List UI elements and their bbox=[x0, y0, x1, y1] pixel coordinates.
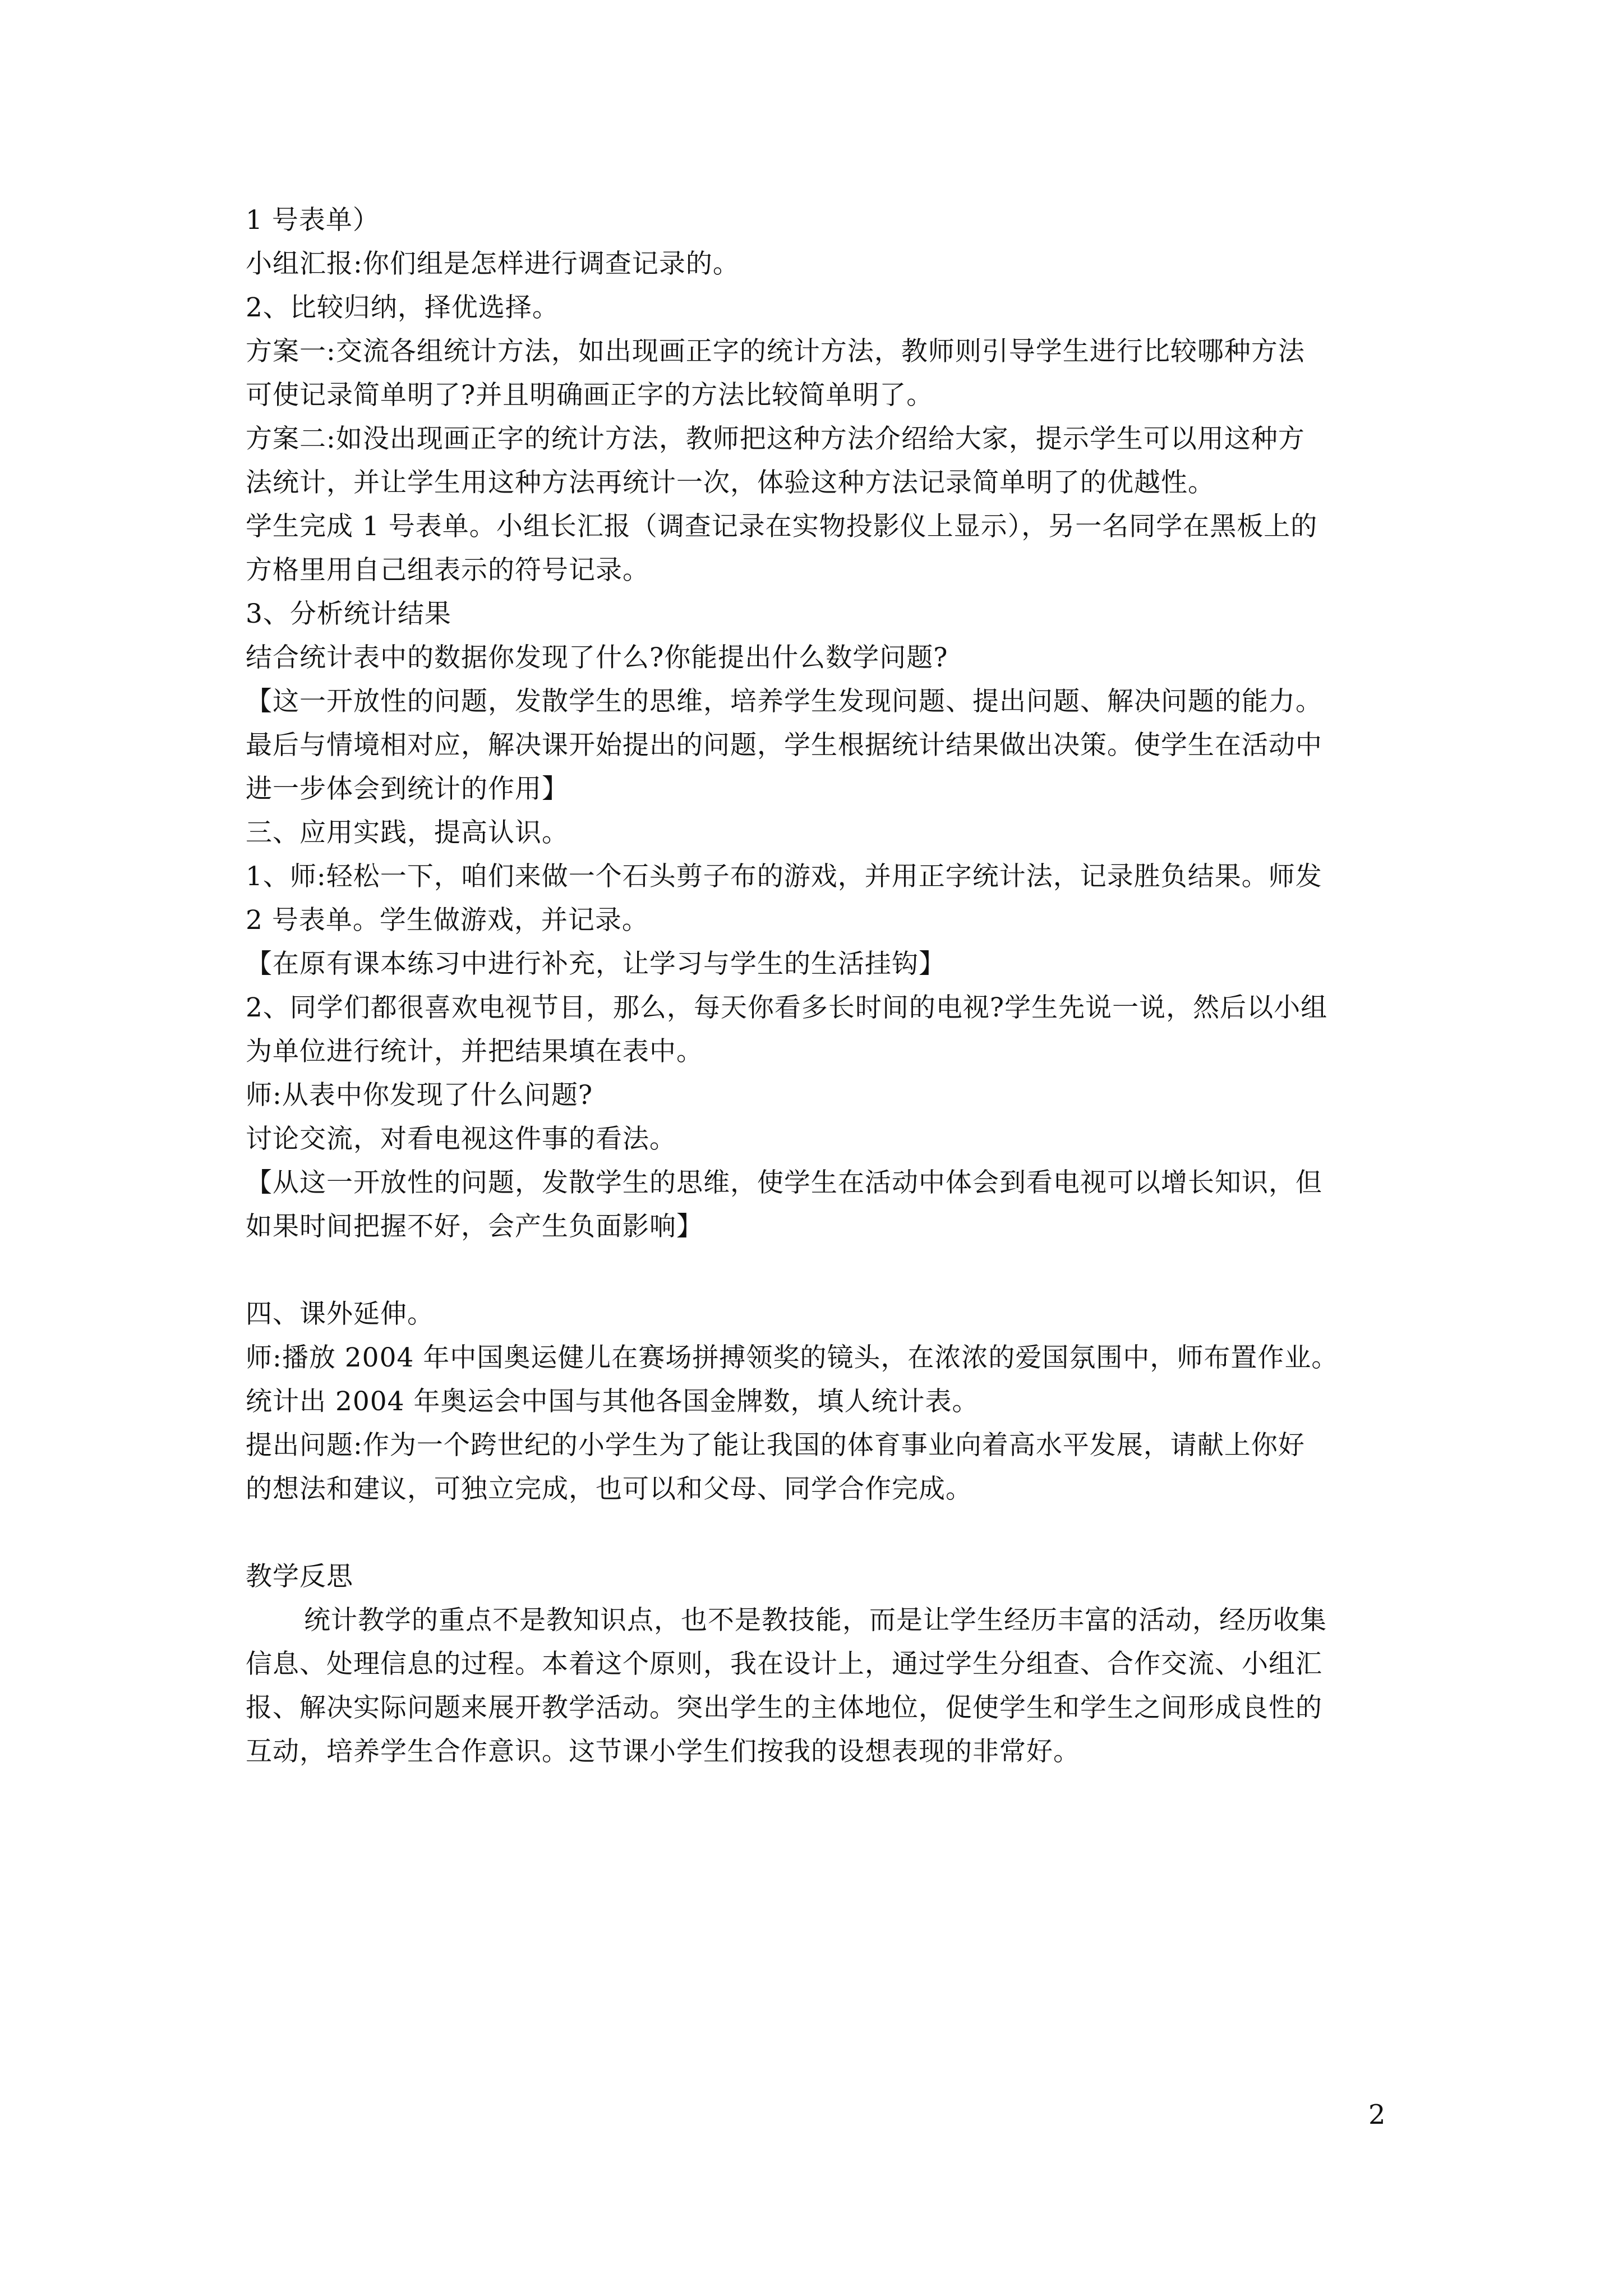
reflection-line: 信息、处理信息的过程。本着这个原则，我在设计上，通过学生分组查、合作交流、小组汇 bbox=[246, 1649, 1322, 1680]
section-heading: 3、分析统计结果 bbox=[246, 599, 451, 629]
text-line: 法统计，并让学生用这种方法再统计一次，体验这种方法记录简单明了的优越性。 bbox=[246, 467, 1215, 498]
text-line: 方案二:如没出现画正字的统计方法，教师把这种方法介绍给大家，提示学生可以用这种方 bbox=[246, 424, 1305, 454]
text-line: 提出问题:作为一个跨世纪的小学生为了能让我国的体育事业向着高水平发展，请献上你好 bbox=[246, 1430, 1305, 1461]
text-line: 小组汇报:你们组是怎样进行调查记录的。 bbox=[246, 249, 740, 279]
text-line: 方案一:交流各组统计方法，如出现画正字的统计方法，教师则引导学生进行比较哪种方法 bbox=[246, 336, 1305, 367]
text-line: 统计出 2004 年奥运会中国与其他各国金牌数，填人统计表。 bbox=[246, 1386, 979, 1417]
text-line: 1、师:轻松一下，咱们来做一个石头剪子布的游戏，并用正字统计法，记录胜负结果。师发 bbox=[246, 861, 1322, 892]
text-line: 1 号表单） bbox=[246, 205, 380, 236]
annotation-line: 最后与情境相对应，解决课开始提出的问题，学生根据统计结果做出决策。使学生在活动中 bbox=[246, 730, 1322, 761]
text-line: 讨论交流，对看电视这件事的看法。 bbox=[246, 1124, 676, 1154]
text-line: 师:从表中你发现了什么问题? bbox=[246, 1080, 593, 1111]
text-line: 可使记录简单明了?并且明确画正字的方法比较简单明了。 bbox=[246, 380, 934, 411]
reflection-line: 统计教学的重点不是教知识点，也不是教技能，而是让学生经历丰富的活动，经历收集 bbox=[304, 1605, 1327, 1636]
annotation-line: 【这一开放性的问题，发散学生的思维，培养学生发现问题、提出问题、解决问题的能力。 bbox=[246, 686, 1322, 717]
section-heading: 2、比较归纳，择优选择。 bbox=[246, 292, 559, 323]
annotation-line: 【在原有课本练习中进行补充，让学习与学生的生活挂钩】 bbox=[246, 949, 946, 979]
text-line: 结合统计表中的数据你发现了什么?你能提出什么数学问题? bbox=[246, 642, 948, 673]
text-line: 2、同学们都很喜欢电视节目，那么，每天你看多长时间的电视?学生先说一说，然后以小组 bbox=[246, 992, 1328, 1023]
text-line: 师:播放 2004 年中国奥运健儿在赛场拼搏领奖的镜头，在浓浓的爱国氛围中，师布置作业。 bbox=[246, 1342, 1339, 1373]
annotation-line: 进一步体会到统计的作用】 bbox=[246, 774, 569, 804]
section-heading: 四、课外延伸。 bbox=[246, 1299, 434, 1329]
blank-line bbox=[246, 1511, 1390, 1555]
text-line: 方格里用自己组表示的符号记录。 bbox=[246, 555, 649, 586]
section-heading: 三、应用实践，提高认识。 bbox=[246, 817, 569, 848]
text-line: 为单位进行统计，并把结果填在表中。 bbox=[246, 1036, 703, 1067]
reflection-line: 报、解决实际问题来展开教学活动。突出学生的主体地位，促使学生和学生之间形成良性的 bbox=[246, 1692, 1322, 1723]
annotation-line: 【从这一开放性的问题，发散学生的思维，使学生在活动中体会到看电视可以增长知识，但 bbox=[246, 1167, 1322, 1198]
page-number: 2 bbox=[1368, 2099, 1386, 2131]
annotation-line: 如果时间把握不好，会产生负面影响】 bbox=[246, 1211, 703, 1242]
section-heading: 教学反思 bbox=[246, 1561, 353, 1592]
text-line: 学生完成 1 号表单。小组长汇报（调查记录在实物投影仪上显示），另一名同学在黑板上的 bbox=[246, 511, 1318, 542]
text-line: 的想法和建议，可独立完成，也可以和父母、同学合作完成。 bbox=[246, 1474, 972, 1504]
reflection-line: 互动，培养学生合作意识。这节课小学生们按我的设想表现的非常好。 bbox=[246, 1736, 1080, 1767]
document-body bbox=[246, 199, 1390, 1774]
text-line: 2 号表单。学生做游戏，并记录。 bbox=[246, 905, 649, 936]
blank-line bbox=[246, 1249, 1390, 1292]
